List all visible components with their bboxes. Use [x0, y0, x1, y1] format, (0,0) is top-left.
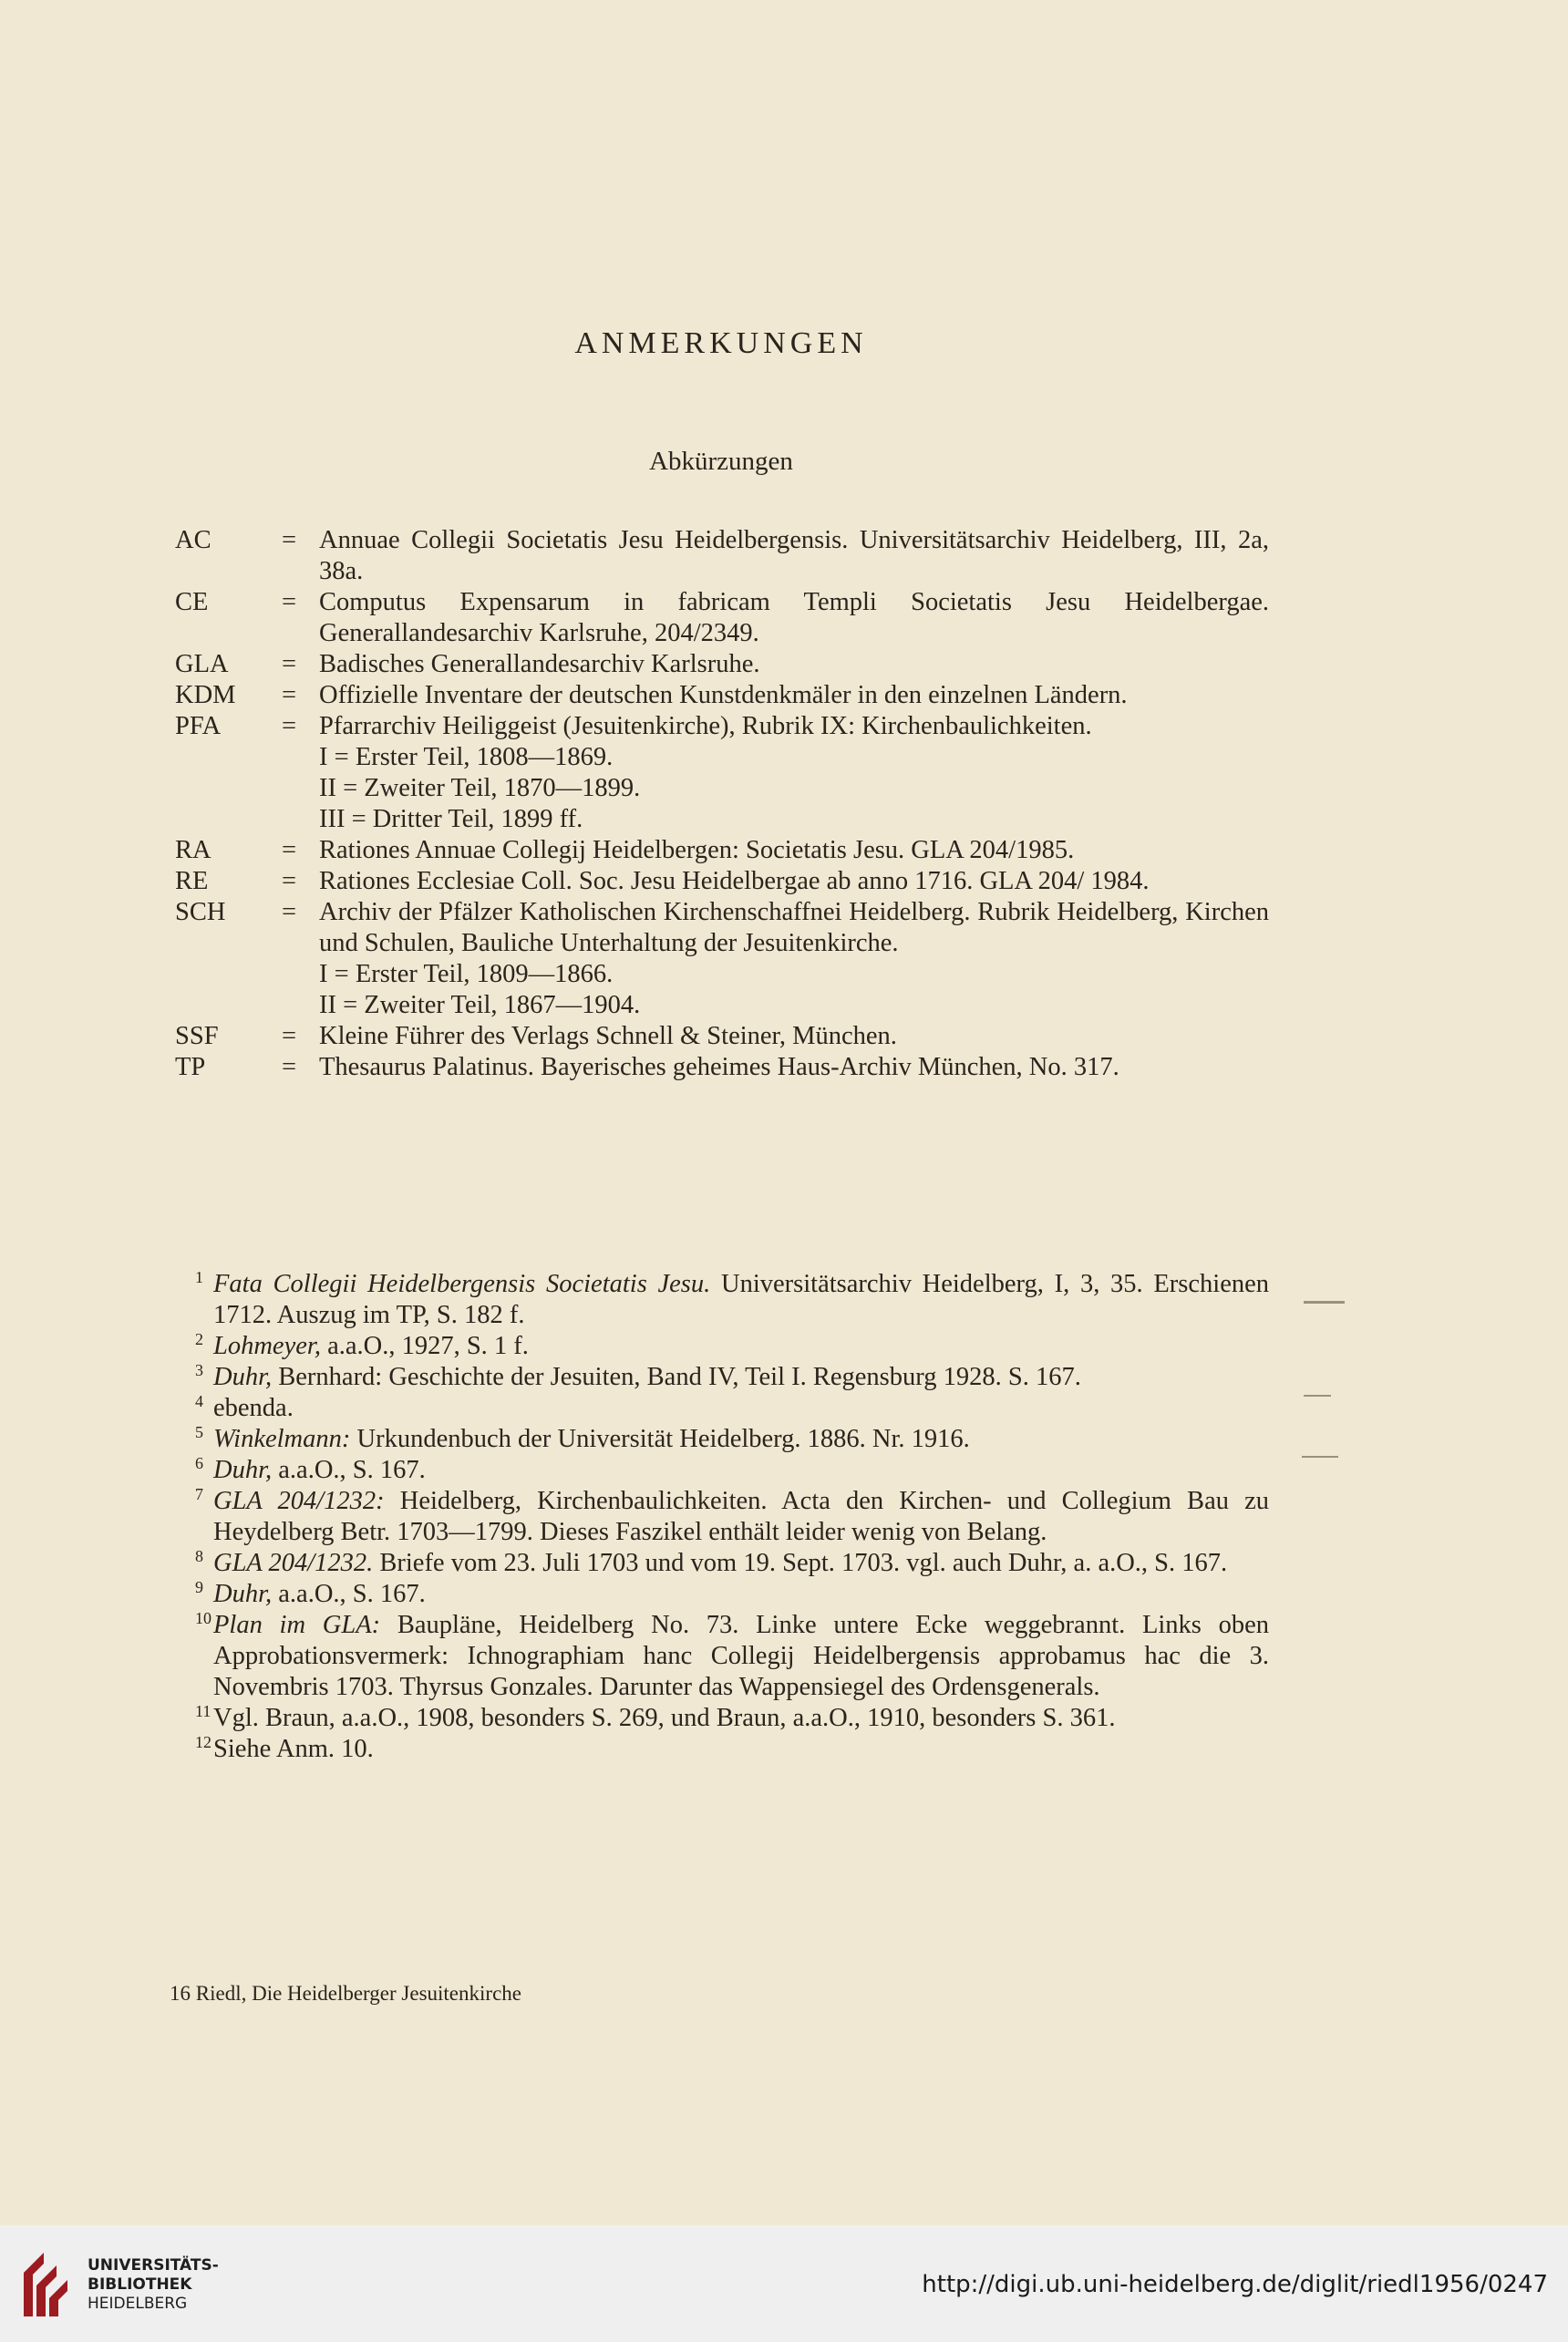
footnote-source: GLA 204/1232.	[213, 1549, 374, 1577]
library-logo-icon	[16, 2245, 71, 2322]
footnote-source: GLA 204/1232:	[213, 1487, 385, 1515]
footnote	[175, 1486, 1269, 1548]
abbreviation-subentry: I = Erster Teil, 1808—1869.	[319, 743, 614, 771]
abbreviation-definition: Rationes Annuae Collegij Heidelbergen: Societatis Jesu. GLA 204/1985.	[319, 836, 1075, 864]
abbreviation-entry	[175, 587, 1269, 649]
footnote	[175, 1455, 1269, 1486]
footnote-source: Winkelmann:	[213, 1425, 351, 1453]
equals-sign: =	[281, 712, 297, 740]
abbreviation-entry	[175, 1052, 1269, 1083]
footnote-number: 9	[195, 1578, 203, 1596]
abbreviation-entry	[175, 1021, 1269, 1052]
abbreviation-definition: Thesaurus Palatinus. Bayerisches geheimes Haus-Archiv München, No. 317.	[319, 1053, 1119, 1081]
equals-sign: =	[281, 526, 297, 554]
abbreviation-definition: Annuae Collegii Societatis Jesu Heidelbergensis. Universitätsarchiv Heidelberg, III, 2a, 38a.	[319, 526, 1269, 585]
footnote-number: 4	[195, 1392, 203, 1410]
abbreviation-definition: Offizielle Inventare der deutschen Kunstdenkmäler in den einzelnen Ländern.	[319, 681, 1128, 709]
library-footer-bar	[0, 2225, 1568, 2342]
equals-sign: =	[281, 1053, 297, 1081]
footnote-text: GLA 204/1232. Briefe vom 23. Juli 1703 und vom 19. Sept. 1703. vgl. auch Duhr, a. a.O., S. 167.	[213, 1549, 1228, 1577]
abbreviation-entry	[175, 649, 1269, 680]
equals-sign: =	[281, 650, 297, 678]
abbreviation-subentry: II = Zweiter Teil, 1870—1899.	[319, 774, 641, 802]
abbreviation-definition: Archiv der Pfälzer Katholischen Kirchenschaffnei Heidelberg. Rubrik Heidelberg, Kirchen und Schulen, Bauliche Unterhaltung der Jesuitenkirche.	[319, 898, 1269, 957]
abbreviation-definition: Pfarrarchiv Heiliggeist (Jesuitenkirche), Rubrik IX: Kirchenbaulichkeiten.	[319, 712, 1092, 740]
abbreviation-definition: Kleine Führer des Verlags Schnell & Steiner, München.	[319, 1022, 897, 1050]
footnote	[175, 1393, 1269, 1424]
abbreviation-code: AC	[175, 526, 211, 554]
footnote-source: Plan im GLA:	[213, 1611, 381, 1639]
footnote-number: 1	[195, 1268, 203, 1286]
abbreviation-definition: Computus Expensarum in fabricam Templi Societatis Jesu Heidelbergae. Generallandesarchiv Karlsruhe, 204/2349.	[319, 588, 1269, 647]
footnote-text: Duhr, a.a.O., S. 167.	[213, 1580, 426, 1608]
footnote-number: 8	[195, 1547, 203, 1565]
scan-mark	[1304, 1301, 1345, 1304]
library-name-line: HEIDELBERG	[88, 2295, 188, 2313]
footnote	[175, 1610, 1269, 1703]
equals-sign: =	[281, 898, 297, 926]
page-footer: 16 Riedl, Die Heidelberger Jesuitenkirche	[170, 1982, 521, 2005]
equals-sign: =	[281, 867, 297, 895]
abbreviation-entry	[175, 525, 1269, 587]
abbreviation-list	[175, 525, 1269, 1083]
page-title: ANMERKUNGEN	[574, 326, 868, 360]
abbreviation-code: SCH	[175, 898, 226, 926]
section-subtitle: Abkürzungen	[649, 447, 793, 476]
footnote-text: Winkelmann: Urkundenbuch der Universität Heidelberg. 1886. Nr. 1916.	[213, 1425, 970, 1453]
library-name-line: BIBLIOTHEK	[88, 2275, 192, 2294]
abbreviation-subentry: I = Erster Teil, 1809—1866.	[319, 960, 614, 988]
source-url[interactable]: http://digi.ub.uni-heidelberg.de/diglit/riedl1956/0247	[922, 2271, 1548, 2298]
footnote	[175, 1424, 1269, 1455]
footnote	[175, 1703, 1269, 1734]
footnote-text: Siehe Anm. 10.	[213, 1735, 374, 1763]
abbreviation-entry	[175, 711, 1269, 835]
abbreviation-definition: Badisches Generallandesarchiv Karlsruhe.	[319, 650, 760, 678]
footnote-number: 11	[195, 1702, 211, 1720]
abbreviation-entry	[175, 897, 1269, 1021]
library-name-line: UNIVERSITÄTS-	[88, 2256, 219, 2275]
abbreviation-definition: Rationes Ecclesiae Coll. Soc. Jesu Heidelbergae ab anno 1716. GLA 204/ 1984.	[319, 867, 1150, 895]
abbreviation-code: GLA	[175, 650, 229, 678]
scan-mark	[1304, 1395, 1331, 1397]
footnote-number: 12	[195, 1733, 211, 1751]
abbreviation-code: KDM	[175, 681, 236, 709]
footnote-text: Plan im GLA: Baupläne, Heidelberg No. 73. Linke untere Ecke weggebrannt. Links oben Approbationsvermerk: Ichnographiam hanc Collegij Heidelbergensis approbamus hac die 3. Novembris 1703. Thyrsus Gonzales. Darunter das Wappensiegel des Ordensgenerals.	[213, 1611, 1269, 1701]
footnote-number: 3	[195, 1361, 203, 1379]
footnote-number: 6	[195, 1454, 203, 1472]
footnote-number: 5	[195, 1423, 203, 1441]
abbreviation-code: CE	[175, 588, 209, 616]
abbreviation-code: PFA	[175, 712, 222, 740]
equals-sign: =	[281, 588, 297, 616]
abbreviation-subentry: III = Dritter Teil, 1899 ff.	[319, 805, 583, 833]
footnote-text: Vgl. Braun, a.a.O., 1908, besonders S. 269, und Braun, a.a.O., 1910, besonders S. 361.	[213, 1704, 1116, 1732]
footnote-source: Duhr,	[213, 1580, 273, 1608]
abbreviation-entry	[175, 866, 1269, 897]
footnote-source: Duhr,	[213, 1363, 273, 1391]
footnote	[175, 1269, 1269, 1331]
scan-mark	[1302, 1456, 1338, 1458]
footnote	[175, 1362, 1269, 1393]
equals-sign: =	[281, 836, 297, 864]
footnote	[175, 1548, 1269, 1579]
footnote-source: Lohmeyer,	[213, 1332, 321, 1360]
footnote-source: Duhr,	[213, 1456, 273, 1484]
abbreviation-code: TP	[175, 1053, 206, 1081]
footnote	[175, 1734, 1269, 1765]
footnote-text: Duhr, a.a.O., S. 167.	[213, 1456, 426, 1484]
library-name	[88, 2256, 219, 2314]
footnote-number: 7	[195, 1485, 203, 1503]
footnote	[175, 1331, 1269, 1362]
footnote-number: 10	[195, 1609, 211, 1627]
footnote	[175, 1579, 1269, 1610]
equals-sign: =	[281, 1022, 297, 1050]
abbreviation-subentry: II = Zweiter Teil, 1867—1904.	[319, 991, 641, 1019]
abbreviation-code: RA	[175, 836, 211, 864]
footnote-text: ebenda.	[213, 1394, 294, 1422]
abbreviation-entry	[175, 680, 1269, 711]
abbreviation-entry	[175, 835, 1269, 866]
footnote-text: GLA 204/1232: Heidelberg, Kirchenbaulichkeiten. Acta den Kirchen- und Collegium Bau zu Heydelberg Betr. 1703—1799. Dieses Faszikel enthält leider wenig von Belang.	[213, 1487, 1269, 1546]
equals-sign: =	[281, 681, 297, 709]
footnote-number: 2	[195, 1330, 203, 1348]
footnote-text: Fata Collegii Heidelbergensis Societatis Jesu. Universitätsarchiv Heidelberg, I, 3, 35. Erschienen 1712. Auszug im TP, S. 182 f.	[213, 1270, 1269, 1329]
footnote-text: Duhr, Bernhard: Geschichte der Jesuiten, Band IV, Teil I. Regensburg 1928. S. 167.	[213, 1363, 1081, 1391]
footnote-list	[175, 1269, 1269, 1765]
abbreviation-code: RE	[175, 867, 209, 895]
abbreviation-code: SSF	[175, 1022, 219, 1050]
footnote-text: Lohmeyer, a.a.O., 1927, S. 1 f.	[213, 1332, 529, 1360]
footnote-source: Fata Collegii Heidelbergensis Societatis Jesu.	[213, 1270, 711, 1298]
